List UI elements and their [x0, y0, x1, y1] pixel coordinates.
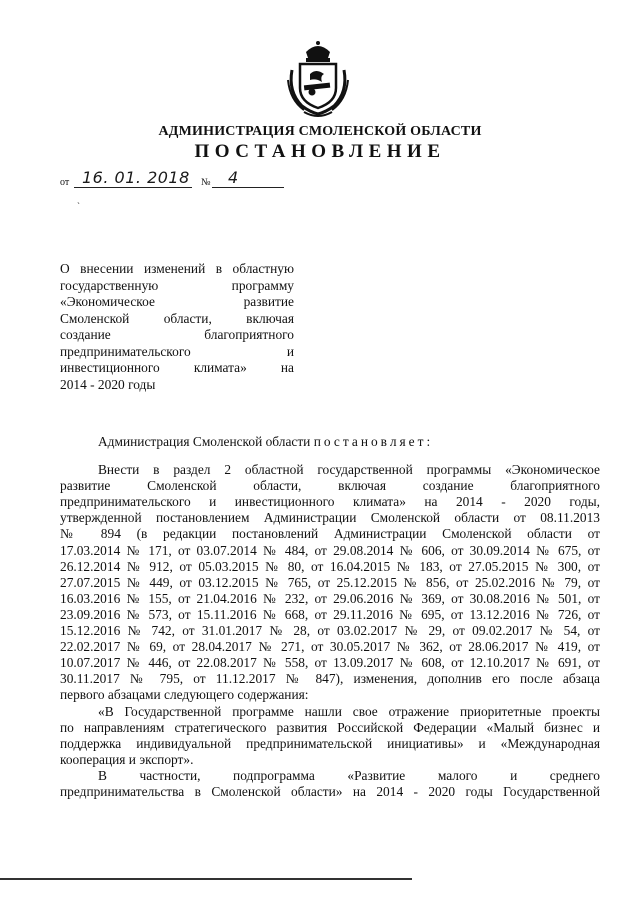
resolution-intro: [60, 434, 600, 450]
organization-name: АДМИНИСТРАЦИЯ СМОЛЕНСКОЙ ОБЛАСТИ: [158, 124, 482, 139]
date-value: 16. 01. 2018: [82, 168, 190, 187]
paragraph-2: [60, 704, 600, 768]
paragraph-line: «В Государственной программе нашли свое отражение приоритетные проекты: [98, 703, 600, 719]
paragraph-line: первого абзацами следующего содержания:: [60, 687, 309, 703]
paragraph-line: 10.07.2017 № 446, от 22.08.2017 № 558, от 13.09.2017 № 608, от 12.10.2017 № 691, от: [60, 655, 600, 671]
paragraph-line: 23.09.2016 № 573, от 15.11.2016 № 668, от 29.11.2016 № 695, от 13.12.2016 № 726, от: [60, 606, 600, 622]
title-line: государственную программу: [60, 277, 294, 293]
number-value: 4: [228, 168, 239, 187]
paragraph-line: Внести в раздел 2 областной государственной программы «Экономическое: [98, 462, 600, 478]
paragraph-1: [60, 462, 600, 703]
paragraph-line: 30.11.2017 № 795, от 11.12.2017 № 847), изменения, дополнив его после абзаца: [60, 671, 600, 687]
footer-rule: [0, 878, 412, 880]
paragraph-line: по направлениям стратегического развития Российской Федерации «Малый бизнес и: [60, 719, 600, 735]
paragraph-line: В частности, подпрограмма «Развитие малого и среднего: [98, 767, 600, 783]
paragraph-line: 17.03.2014 № 171, от 03.07.2014 № 484, от 29.08.2014 № 606, от 30.09.2014 № 675, от: [60, 542, 600, 558]
title-line: О внесении изменений в областную: [60, 261, 294, 276]
document-body: [60, 434, 600, 800]
title-line: «Экономическое развитие: [60, 294, 294, 309]
paragraph-line: утвержденной постановлением Администрации Смоленской области от 08.11.2013: [60, 510, 600, 526]
paragraph-line: предпринимательского и инвестиционного климата» на 2014 - 2020 годы,: [60, 494, 600, 510]
paragraph-line: развитие Смоленской области, включая создание благоприятного: [60, 478, 600, 494]
title-line: Смоленской области, включая: [60, 310, 294, 326]
stray-mark: `: [77, 201, 80, 211]
title-line: создание благоприятного: [60, 327, 294, 342]
number-underline: [212, 187, 284, 188]
title-line: 2014 - 2020 годы: [60, 376, 156, 392]
paragraph-line: предпринимательства в Смоленской области» на 2014 - 2020 годы Государственной: [60, 783, 600, 799]
paragraph-line: 22.02.2017 № 69, от 28.04.2017 № 271, от 30.05.2017 № 362, от 28.06.2017 № 419, от: [60, 639, 600, 655]
title-line: инвестиционного климата» на: [60, 360, 294, 375]
number-label: №: [201, 177, 211, 188]
intro-prefix: Администрация Смоленской области: [98, 434, 311, 449]
smolensk-coat-of-arms-icon: [284, 40, 352, 118]
intro-emphasis: постановляет:: [313, 434, 434, 449]
title-line: предпринимательского и: [60, 343, 294, 359]
paragraph-line: 27.07.2015 № 449, от 03.12.2015 № 765, от 25.12.2015 № 856, от 25.02.2016 № 79, от: [60, 574, 600, 590]
registration-line: [60, 168, 300, 192]
date-label: от: [60, 177, 70, 188]
document-title: [60, 261, 294, 393]
paragraph-line: поддержка индивидуальной предпринимательской инициативы» и «Международная: [60, 735, 600, 751]
paragraph-line: 15.12.2016 № 742, от 31.01.2017 № 28, от 03.02.2017 № 29, от 09.02.2017 № 54, от: [60, 623, 600, 639]
paragraph-line: 16.03.2016 № 155, от 21.04.2016 № 232, от 29.06.2016 № 369, от 30.08.2016 № 501, от: [60, 590, 600, 606]
document-type: ПОСТАНОВЛЕНИЕ: [194, 141, 446, 162]
paragraph-line: 26.12.2014 № 912, от 05.03.2015 № 80, от 16.04.2015 № 183, от 27.05.2015 № 300, от: [60, 558, 600, 574]
paragraph-line: кооперация и экспорт».: [60, 751, 194, 767]
date-underline: [74, 187, 192, 188]
paragraph-line: № 894 (в редакции постановлений Администрации Смоленской области от: [60, 526, 600, 542]
paragraph-3: [60, 768, 600, 800]
